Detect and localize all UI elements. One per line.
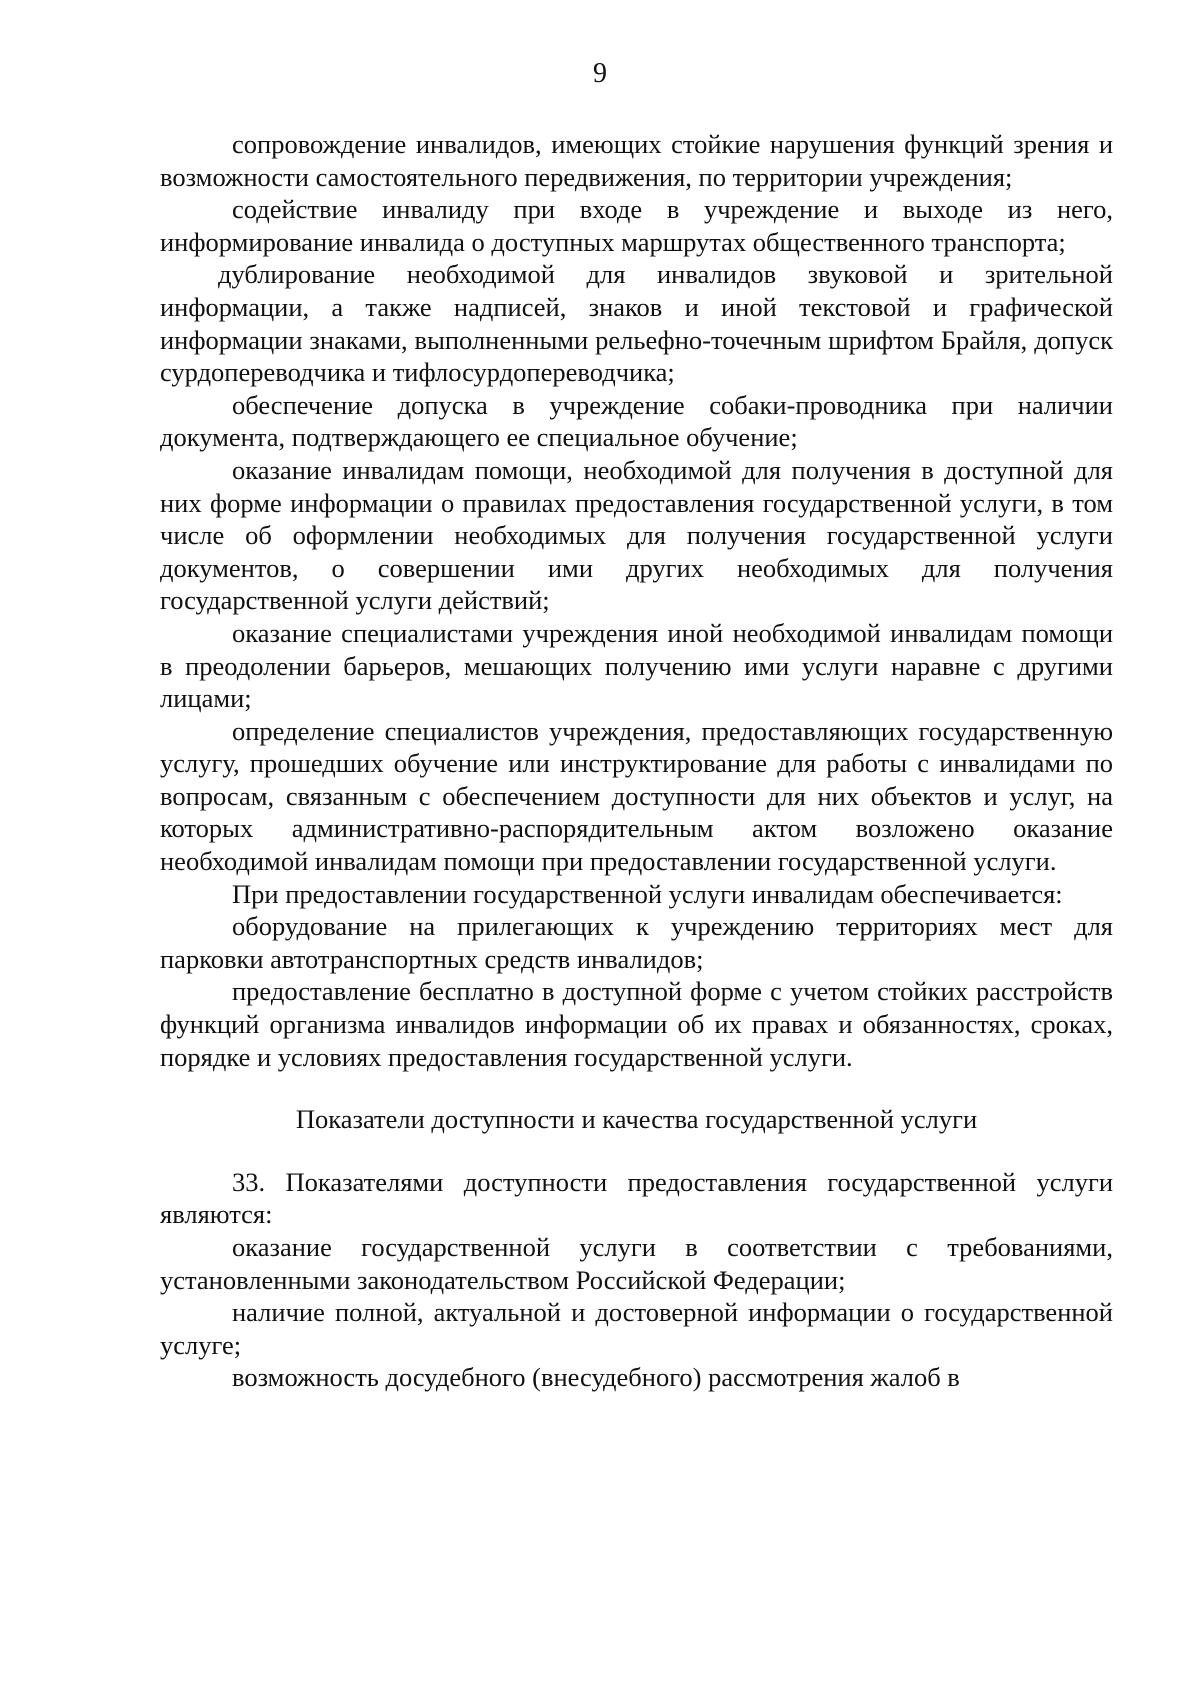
- paragraph: дублирование необходимой для инвалидов звуковой и зрительной информации, а также надписей, знаков и иной текстовой и графической информации знаками, выполненными рельефно-точечным шрифтом Брайля, допуск сурдопереводчика и тифлосурдопереводчика;: [160, 259, 1113, 388]
- paragraph: оказание государственной услуги в соответствии с требованиями, установленными законодательством Российской Федерации;: [160, 1232, 1113, 1295]
- paragraph: 33. Показателями доступности предоставления государственной услуги являются:: [160, 1166, 1113, 1230]
- paragraph: обеспечение допуска в учреждение собаки-проводника при наличии документа, подтверждающего ее специальное обучение;: [160, 389, 1113, 453]
- paragraph: определение специалистов учреждения, предоставляющих государственную услугу, прошедших обучение или инструктирование для работы с инвалидами по вопросам, связанным с обеспечением доступности для них объектов и услуг, на которых административно-распорядительным актом возложено оказание необходимой инвалидам помощи при предоставлении государственной услуги.: [160, 715, 1113, 877]
- page-number: 9: [593, 58, 607, 89]
- paragraph: наличие полной, актуальной и достоверной информации о государственной услуге;: [160, 1297, 1113, 1360]
- paragraph: оказание специалистами учреждения иной необходимой инвалидам помощи в преодолении барьеров, мешающих получению ими услуги наравне с другими лицами;: [160, 617, 1113, 714]
- paragraph: оказание инвалидам помощи, необходимой для получения в доступной для них форме информации о правилах предоставления государственной услуги, в том числе об оформлении необходимых для получения государственной услуги документов, о совершении ими других необходимых для получения государственной услуги действий;: [160, 454, 1113, 616]
- document-body: [160, 128, 1113, 1394]
- paragraph: возможность досудебного (внесудебного) рассмотрения жалоб в: [232, 1362, 960, 1393]
- paragraph: При предоставлении государственной услуги инвалидам обеспечивается:: [232, 878, 1063, 909]
- paragraph: сопровождение инвалидов, имеющих стойкие нарушения функций зрения и возможности самостоятельного передвижения, по территории учреждения;: [160, 129, 1113, 192]
- paragraph: оборудование на прилегающих к учреждению территориях мест для парковки автотранспортных средств инвалидов;: [160, 911, 1113, 974]
- paragraph: содействие инвалиду при входе в учреждение и выходе из него, информирование инвалида о доступных маршрутах общественного транспорта;: [160, 194, 1113, 257]
- paragraph: предоставление бесплатно в доступной форме с учетом стойких расстройств функций организма инвалидов информации об их правах и обязанностях, сроках, порядке и условиях предоставления государственной услуги.: [160, 976, 1113, 1072]
- section-heading: Показатели доступности и качества государственной услуги: [295, 1104, 978, 1135]
